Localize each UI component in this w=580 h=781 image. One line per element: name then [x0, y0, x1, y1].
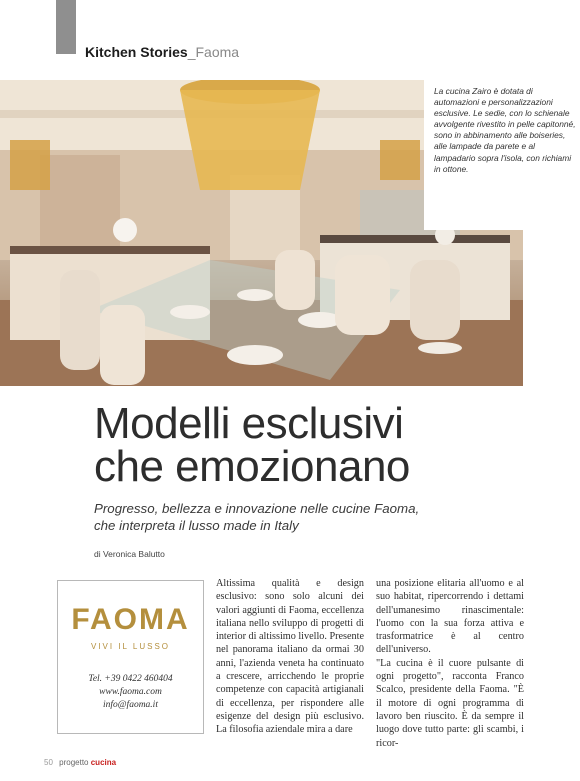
photo-caption: La cucina Zairo è dotata di automazioni e personalizzazioni esclusive. Le sedie, con lo schienale avvolgente rivestito in pelle capitonné, sono in abbinamento alle boiseries, alle lampade da parete e al lampadario sopra l'isola, con richiami in ottone. [434, 86, 576, 174]
magazine-name: progetto [59, 758, 89, 767]
article-byline: di Veronica Balutto [94, 549, 165, 559]
magazine-name-accent: cucina [90, 758, 117, 767]
headline-line-1: Modelli esclusivi [94, 399, 404, 448]
faoma-logo-tagline: VIVI IL LUSSO [90, 642, 171, 651]
header-accent-bar [56, 0, 76, 54]
section-title [85, 44, 239, 60]
article-headline [94, 399, 410, 491]
section-title-light: _Faoma [187, 44, 240, 60]
section-title-strong: Kitchen Stories [85, 44, 188, 60]
column-1-text: Altissima qualità e design esclusivo: sono solo alcuni dei valori aggiunti di Faoma, eccellenza italiana nello sviluppo di progetti di interior di altissimo livello. Presente nel panorama italiano da ormai 30 anni, l'azienda veneta ha continuato a crescere, arricchendo le proprie competenze con capacità artigianali di eccellenza, per rispondere alle esigenze del design più esclusivo. La filosofia aziendale mira a dare [216, 578, 364, 736]
article-column-2 [376, 577, 524, 750]
page-number: 50 [44, 758, 53, 767]
contact-website[interactable]: www.faoma.com [99, 687, 162, 697]
company-info-box [57, 580, 204, 734]
article-column-1 [216, 577, 364, 737]
page-footer [44, 758, 116, 767]
article-subhead: Progresso, bellezza e innovazione nelle cucine Faoma, che interpreta il lusso made in Italy [94, 501, 420, 533]
headline-line-2: che emozionano [94, 442, 410, 491]
contact-email[interactable]: info@faoma.it [103, 700, 158, 710]
faoma-logo: FAOMA [71, 603, 190, 636]
column-2-paragraph-2: "La cucina è il cuore pulsante di ogni progetto", racconta Franco Scalco, presidente della Faoma. "È il motore di ogni programma di lavoro ben riuscito. È da sempre il luogo dove tutto parte: gli scambi, i ricor- [376, 657, 524, 749]
column-2-paragraph-1: una posizione elitaria all'uomo e al suo habitat, ripercorrendo i dettami dell'umanesimo rinascimentale: l'uomo con la sua forza attiva e trasformatrice è al centro dell'universo. [376, 578, 524, 656]
contact-phone: Tel. +39 0422 460404 [88, 674, 173, 684]
